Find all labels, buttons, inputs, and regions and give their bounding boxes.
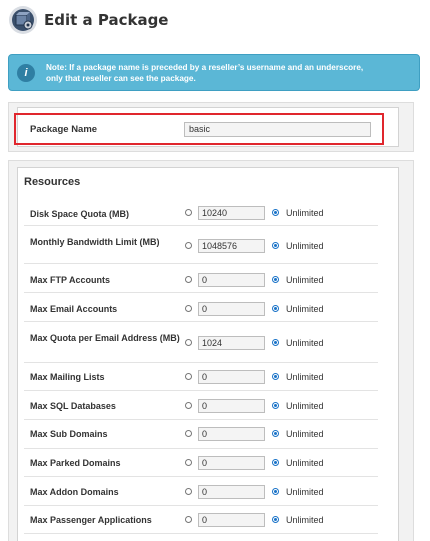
resource-row-sql [24, 391, 378, 420]
limit-input[interactable]: 10240 [198, 206, 265, 220]
resource-row-email [24, 293, 378, 322]
limit-radio[interactable] [185, 459, 192, 466]
resource-label: Max Quota per Email Address (MB) [30, 333, 180, 343]
limit-radio[interactable] [185, 209, 192, 216]
resource-row-email-quota [24, 322, 378, 363]
limit-input[interactable]: 0 [198, 273, 265, 287]
resource-row-mailing-lists [24, 363, 378, 391]
resource-row-parked-domains [24, 449, 378, 477]
unlimited-label: Unlimited [286, 429, 324, 439]
unlimited-radio[interactable] [272, 488, 279, 495]
unlimited-label: Unlimited [286, 275, 324, 285]
unlimited-label: Unlimited [286, 208, 324, 218]
limit-input[interactable]: 0 [198, 302, 265, 316]
unlimited-radio[interactable] [272, 339, 279, 346]
unlimited-label: Unlimited [286, 515, 324, 525]
package-name-label: Package Name [30, 124, 98, 135]
resource-label: Max Mailing Lists [30, 372, 105, 382]
unlimited-label: Unlimited [286, 338, 324, 348]
limit-radio[interactable] [185, 488, 192, 495]
limit-input[interactable]: 0 [198, 513, 265, 527]
limit-input[interactable]: 0 [198, 485, 265, 499]
resource-label: Max Sub Domains [30, 429, 108, 439]
unlimited-radio[interactable] [272, 373, 279, 380]
resource-label: Max Addon Domains [30, 487, 119, 497]
limit-input[interactable]: 1048576 [198, 239, 265, 253]
resource-label: Max Email Accounts [30, 304, 118, 314]
unlimited-radio[interactable] [272, 430, 279, 437]
unlimited-radio[interactable] [272, 402, 279, 409]
package-config-icon [8, 5, 38, 35]
unlimited-radio[interactable] [272, 209, 279, 216]
unlimited-radio[interactable] [272, 276, 279, 283]
resource-label: Monthly Bandwidth Limit (MB) [30, 237, 160, 247]
limit-radio[interactable] [185, 242, 192, 249]
limit-input[interactable]: 0 [198, 399, 265, 413]
limit-radio[interactable] [185, 305, 192, 312]
limit-radio[interactable] [185, 516, 192, 523]
resource-label: Max SQL Databases [30, 401, 116, 411]
limit-radio[interactable] [185, 373, 192, 380]
limit-input[interactable]: 0 [198, 370, 265, 384]
resource-label: Disk Space Quota (MB) [30, 209, 130, 219]
page-header [8, 2, 168, 38]
resource-row-passenger-apps [24, 506, 378, 534]
limit-input[interactable]: 0 [198, 456, 265, 470]
limit-input[interactable]: 0 [198, 427, 265, 441]
unlimited-label: Unlimited [286, 458, 324, 468]
limit-input[interactable]: 1024 [198, 336, 265, 350]
unlimited-label: Unlimited [286, 304, 324, 314]
limit-radio[interactable] [185, 430, 192, 437]
unlimited-radio[interactable] [272, 459, 279, 466]
limit-radio[interactable] [185, 276, 192, 283]
unlimited-radio[interactable] [272, 305, 279, 312]
resource-label: Max FTP Accounts [30, 275, 111, 285]
page-title: Edit a Package [44, 11, 169, 29]
limit-radio[interactable] [185, 402, 192, 409]
note-text: Note: If a package name is preceded by a reseller’s username and an underscore, only that reseller can see the package. [46, 62, 364, 83]
unlimited-radio[interactable] [272, 242, 279, 249]
resources-title: Resources [24, 176, 81, 188]
unlimited-label: Unlimited [286, 401, 324, 411]
info-icon: i [17, 64, 35, 82]
resource-label: Max Passenger Applications [30, 515, 152, 525]
info-note [8, 54, 420, 91]
unlimited-label: Unlimited [286, 487, 324, 497]
resource-row-bandwidth [24, 226, 378, 264]
limit-radio[interactable] [185, 339, 192, 346]
package-name-input[interactable]: basic [184, 122, 371, 137]
resource-row-ftp [24, 264, 378, 293]
resource-row-disk-space [24, 198, 378, 226]
unlimited-radio[interactable] [272, 516, 279, 523]
unlimited-label: Unlimited [286, 372, 324, 382]
resource-row-addon-domains [24, 477, 378, 506]
resource-row-sub-domains [24, 420, 378, 449]
unlimited-label: Unlimited [286, 241, 324, 251]
resource-label: Max Parked Domains [30, 458, 121, 468]
